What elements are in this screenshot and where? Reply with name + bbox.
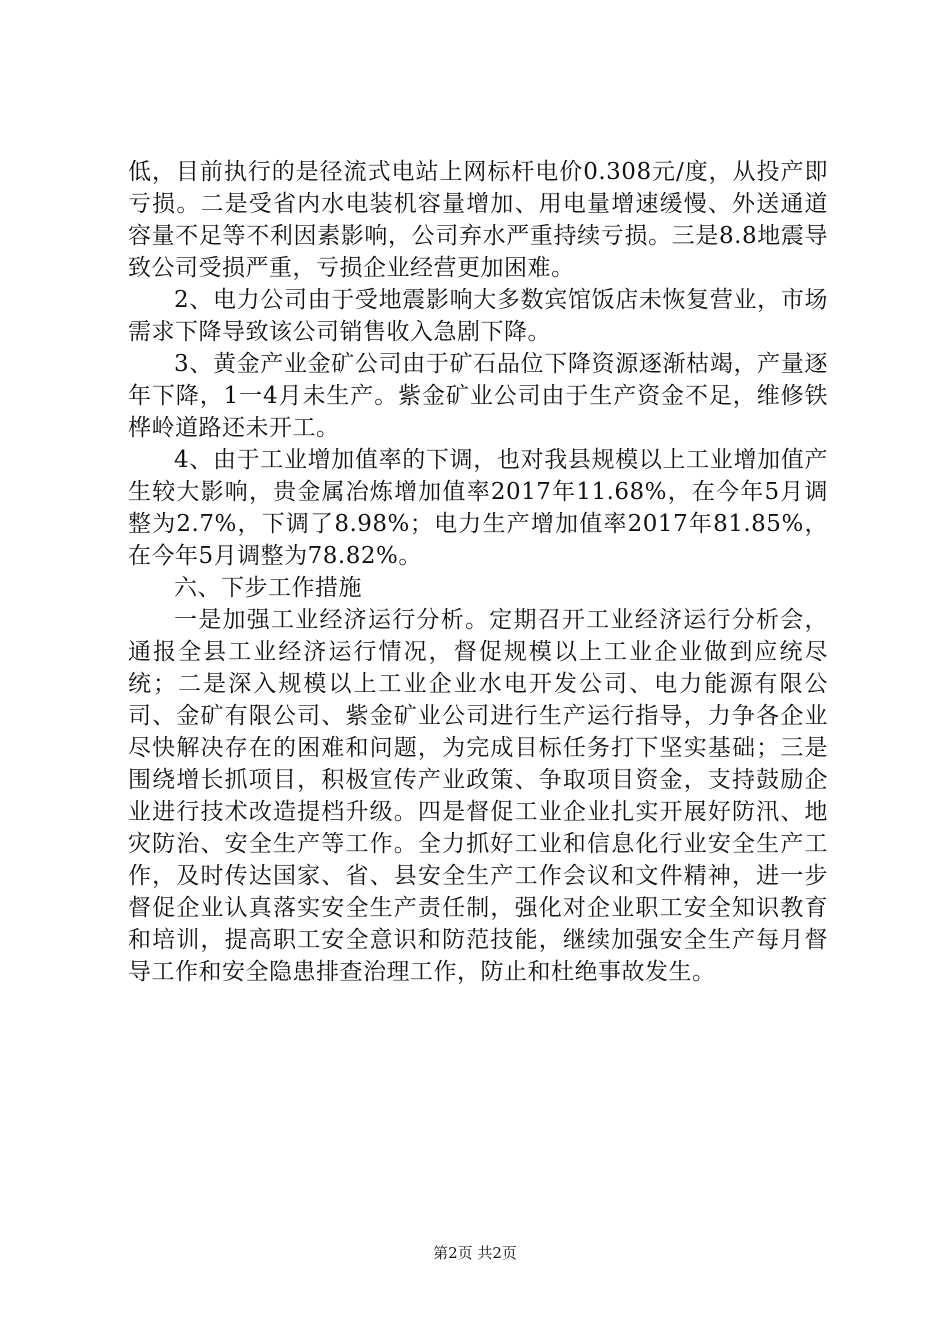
section-heading: 六、下步工作措施 <box>174 575 362 601</box>
document-body <box>128 156 828 988</box>
paragraph-item-4: 4、由于工业增加值率的下调，也对我县规模以上工业增加值产生较大影响，贵金属冶炼增加值率2017年11.68%，在今年5月调整为2.7%，下调了8.98%；电力生产增加值率2017年81.85%，在今年5月调整为78.82%。 <box>128 447 828 569</box>
page-footer: 第2页 共2页 <box>433 1244 517 1262</box>
paragraph-continuation: 低，目前执行的是径流式电站上网标杆电价0.308元/度，从投产即亏损。二是受省内水电装机容量增加、用电量增速缓慢、外送通道容量不足等不利因素影响，公司弃水严重持续亏损。三是8.8地震导致公司受损严重，亏损企业经营更加困难。 <box>128 159 828 281</box>
paragraph-item-3: 3、黄金产业金矿公司由于矿石品位下降资源逐渐枯竭，产量逐年下降，1一4月未生产。紫金矿业公司由于生产资金不足，维修铁桦岭道路还未开工。 <box>128 351 828 441</box>
paragraph-measures: 一是加强工业经济运行分析。定期召开工业经济运行分析会，通报全县工业经济运行情况，督促规模以上工业企业做到应统尽统；二是深入规模以上工业企业水电开发公司、电力能源有限公司、金矿有限公司、紫金矿业公司进行生产运行指导，力争各企业尽快解决存在的困难和问题，为完成目标任务打下坚实基础；三是围绕增长抓项目，积极宣传产业政策、争取项目资金，支持鼓励企业进行技术改造提档升级。四是督促工业企业扎实开展好防汛、地灾防治、安全生产等工作。全力抓好工业和信息化行业安全生产工作，及时传达国家、省、县安全生产工作会议和文件精神，进一步督促企业认真落实安全生产责任制，强化对企业职工安全知识教育和培训，提高职工安全意识和防范技能，继续加强安全生产每月督导工作和安全隐患排查治理工作，防止和杜绝事故发生。 <box>128 607 828 985</box>
paragraph-item-2: 2、电力公司由于受地震影响大多数宾馆饭店未恢复营业，市场需求下降导致该公司销售收入急剧下降。 <box>128 287 828 345</box>
